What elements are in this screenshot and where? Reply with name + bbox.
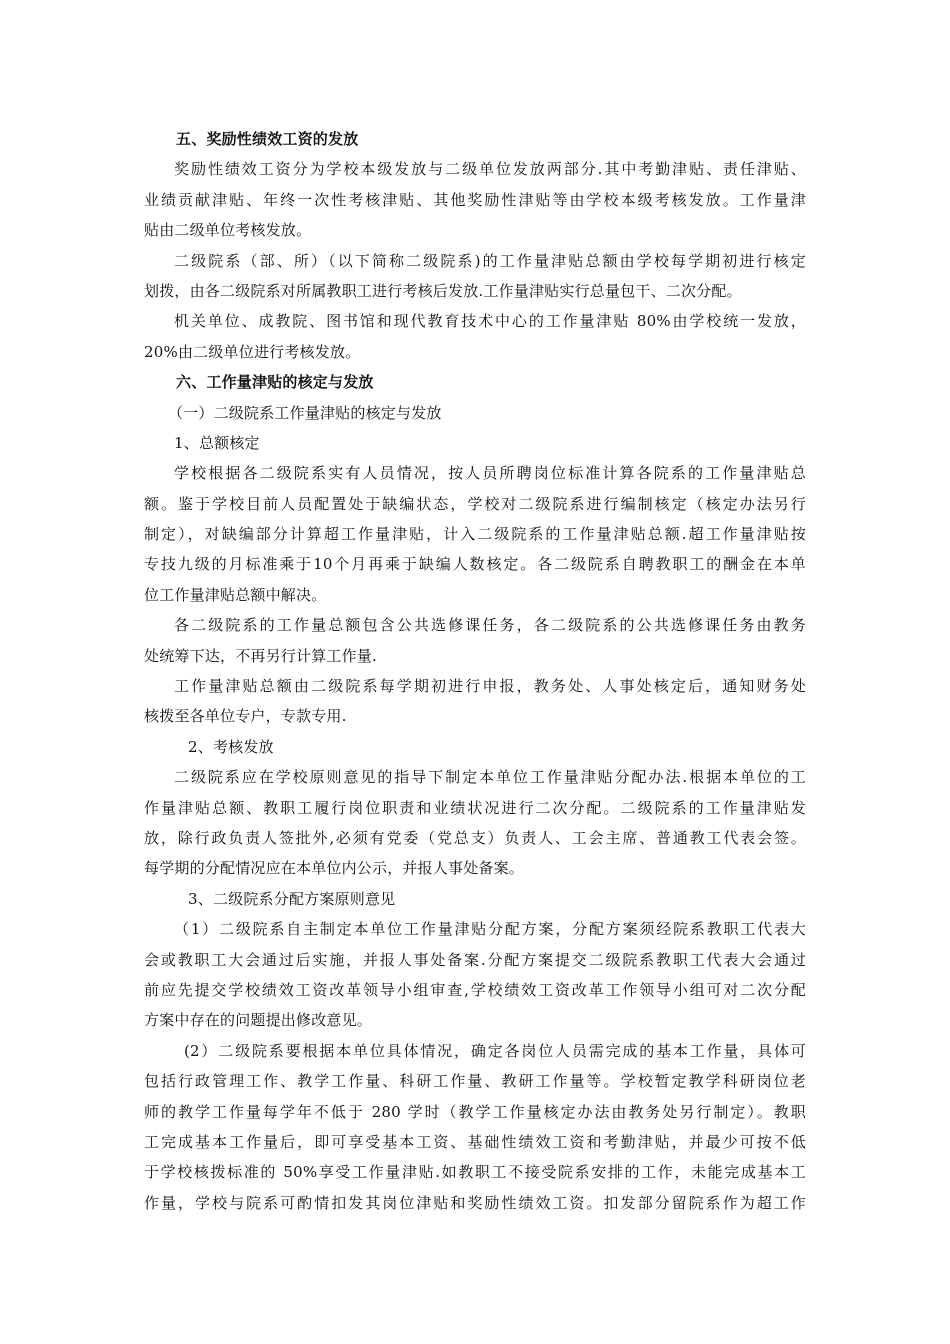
- text-line: 业绩贡献津贴、年终一次性考核津贴、其他奖励性津贴等由学校本级考核发放。工作量津: [144, 190, 806, 209]
- text-line: (2）二级院系要根据本单位具体情况，确定各岗位人员需完成的基本工作量，具体可: [184, 1041, 806, 1060]
- text-line: 二级院系应在学校原则意见的指导下制定本单位工作量津贴分配办法.根据本单位的工: [174, 768, 806, 787]
- text-line: （1）二级院系自主制定本单位工作量津贴分配方案，分配方案须经院系教职工代表大: [174, 920, 806, 939]
- text-line: 于学校核拨标准的 50%享受工作量津贴.如教职工不接受院系安排的工作，未能完成基本工: [144, 1163, 806, 1182]
- text-line: 额。鉴于学校目前人员配置处于缺编状态，学校对二级院系进行编制核定（核定办法另行: [144, 494, 806, 513]
- text-line: 作量，学校与院系可酌情扣发其岗位津贴和奖励性绩效工资。扣发部分留院系作为超工作: [144, 1193, 806, 1212]
- paragraph: [144, 306, 806, 367]
- paragraph: [144, 914, 806, 1036]
- item-heading: 3、二级院系分配方案原则意见: [188, 889, 396, 908]
- text-line: 划拨，由各二级院系对所属教职工进行考核后发放.工作量津贴实行总量包干、二次分配。: [144, 281, 742, 300]
- text-line: 二级院系（部、所）（以下简称二级院系)的工作量津贴总额由学校每学期初进行核定: [174, 251, 806, 270]
- text-line: 专技九级的月标准乘于10个月再乘于缺编人数核定。各二级院系自聘教职工的酬金在本单: [144, 555, 806, 574]
- text-line: 位工作量津贴总额中解决。: [144, 585, 327, 604]
- section-heading: 五、奖励性绩效工资的发放: [176, 130, 359, 148]
- paragraph: [144, 154, 806, 245]
- subsection-heading: （一）二级院系工作量津贴的核定与发放: [168, 403, 442, 422]
- paragraph: [144, 1036, 806, 1218]
- item-heading: 2、考核发放: [188, 737, 274, 756]
- text-line: 放，除行政负责人签批外,必须有党委（党总支）负责人、工会主席、普通教工代表会签。: [144, 828, 806, 847]
- document-body: [144, 124, 806, 1218]
- text-line: 20%由二级单位进行考核发放。: [144, 342, 361, 361]
- text-line: 包括行政管理工作、教学工作量、科研工作量、教研工作量等。学校暂定教学科研岗位老: [144, 1072, 806, 1091]
- text-line: 处统筹下达，不再另行计算工作量.: [144, 646, 377, 665]
- text-line: 奖励性绩效工资分为学校本级发放与二级单位发放两部分.其中考勤津贴、责任津贴、: [174, 160, 806, 179]
- item-heading: 1、总额核定: [174, 433, 260, 452]
- paragraph: [144, 762, 806, 884]
- text-line: 前应先提交学校绩效工资改革领导小组审查,学校绩效工资改革工作领导小组可对二次分配: [144, 980, 806, 999]
- text-line: 机关单位、成教院、图书馆和现代教育技术中心的工作量津贴 80%由学校统一发放，: [174, 312, 806, 331]
- text-line: 作量津贴总额、教职工履行岗位职责和业绩状况进行二次分配。二级院系的工作量津贴发: [144, 798, 806, 817]
- paragraph: [144, 671, 806, 732]
- text-line: 工作量津贴总额由二级院系每学期初进行申报，教务处、人事处核定后，通知财务处: [174, 677, 806, 696]
- text-line: 制定），对缺编部分计算超工作量津贴，计入二级院系的工作量津贴总额.超工作量津贴按: [144, 525, 806, 544]
- section-heading: 六、工作量津贴的核定与发放: [176, 373, 374, 392]
- text-line: 会或教职工大会通过后实施，并报人事处备案.分配方案提交二级院系教职工代表大会通过: [144, 950, 806, 969]
- text-line: 贴由二级单位考核发放。: [144, 221, 312, 240]
- paragraph: [144, 246, 806, 307]
- paragraph: [144, 610, 806, 671]
- text-line: 每学期的分配情况应在本单位内公示，并报人事处备案。: [144, 859, 525, 878]
- text-line: 学校根据各二级院系实有人员情况，按人员所聘岗位标准计算各院系的工作量津贴总: [174, 464, 806, 483]
- text-line: 方案中存在的问题提出修改意见。: [144, 1011, 373, 1030]
- text-line: 师的教学工作量每学年不低于 280 学时（教学工作量核定办法由教务处另行制定）。教职: [144, 1102, 806, 1121]
- paragraph: [144, 458, 806, 610]
- text-line: 工完成基本工作量后，即可享受基本工资、基础性绩效工资和考勤津贴，并最少可按不低: [144, 1132, 806, 1151]
- text-line: 核拨至各单位专户，专款专用.: [144, 707, 347, 726]
- text-line: 各二级院系的工作量总额包含公共选修课任务，各二级院系的公共选修课任务由教务: [174, 616, 806, 635]
